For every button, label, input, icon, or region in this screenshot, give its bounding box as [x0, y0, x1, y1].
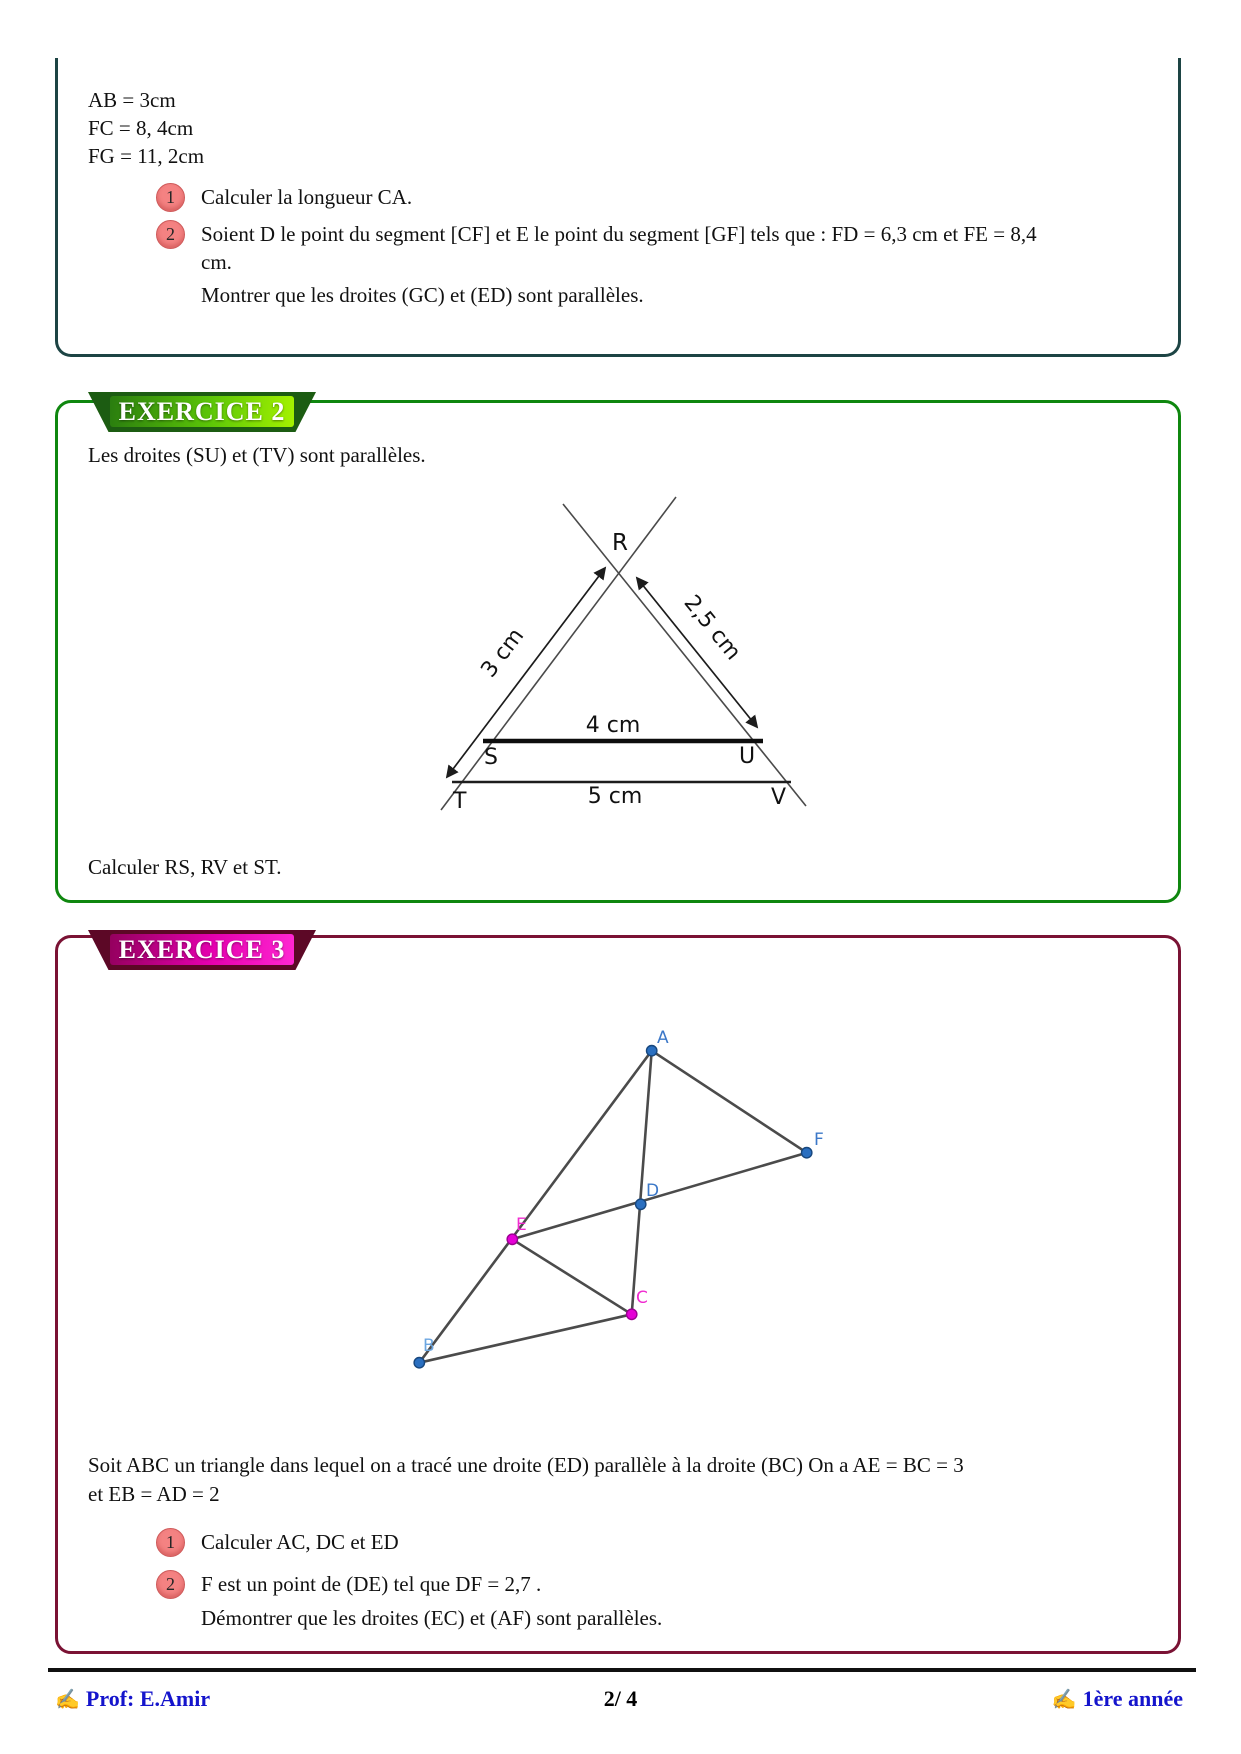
item1-line: Calculer la longueur CA.	[201, 185, 413, 209]
footer-page-number: 2/ 4	[603, 1686, 638, 1711]
measure-label-4cm: 4 cm	[585, 713, 641, 738]
exercise2-badge	[88, 392, 316, 432]
point-A	[647, 1046, 657, 1056]
item-text	[201, 1570, 662, 1632]
exercise1-item-1	[156, 183, 412, 212]
statement-line2: et EB = AD = 2	[88, 1482, 220, 1506]
item-number-badge: 1	[156, 183, 185, 212]
item-number-badge: 2	[156, 220, 185, 249]
item-text	[201, 220, 1037, 309]
item2-line3: Montrer que les droites (GC) et (ED) sont parallèles.	[201, 283, 644, 307]
point-label-R: R	[612, 530, 628, 556]
footer-divider	[48, 1668, 1196, 1672]
point-label-T: T	[453, 789, 467, 814]
point-label-S: S	[484, 745, 498, 770]
given-ab: AB = 3cm	[88, 88, 176, 112]
point-label-F: F	[814, 1130, 824, 1150]
exercise1-item-2	[156, 220, 1037, 309]
point-label-C: C	[636, 1288, 648, 1308]
item2-line1: Soient D le point du segment [CF] et E le point du segment [GF] tels que : FD = 6,3 cm et FE = 8,4	[201, 222, 1037, 246]
exercise2-intro: Les droites (SU) et (TV) sont parallèles.	[88, 443, 426, 467]
point-E	[507, 1234, 517, 1244]
exercise3-figure	[360, 1020, 830, 1380]
item1-line: Calculer AC, DC et ED	[201, 1530, 399, 1554]
point-label-D: D	[646, 1181, 660, 1201]
point-D	[636, 1199, 646, 1209]
exercise2-figure	[380, 430, 810, 815]
point-B	[414, 1358, 424, 1368]
item-text	[201, 1528, 399, 1556]
exercise2-task: Calculer RS, RV et ST.	[88, 855, 282, 879]
exercise3-statement	[88, 1451, 964, 1509]
pen-icon: ✍	[1051, 1689, 1077, 1711]
item2-line1: F est un point de (DE) tel que DF = 2,7 .	[201, 1572, 542, 1596]
point-label-E: E	[516, 1215, 527, 1235]
exercise2-title: EXERCICE 2	[110, 396, 294, 427]
item-number-badge: 1	[156, 1528, 185, 1557]
point-label-U: U	[739, 744, 756, 769]
exercise1-givens	[88, 86, 204, 170]
measure-label-5cm: 5 cm	[587, 784, 643, 809]
footer-year	[1052, 1686, 1183, 1712]
segment-AB	[419, 1051, 651, 1363]
footer-year-text: 1ère année	[1082, 1686, 1183, 1711]
exercise1-box	[55, 58, 1181, 357]
point-C	[627, 1309, 637, 1319]
point-label-A: A	[657, 1028, 669, 1048]
item2-line2: Démontrer que les droites (EC) et (AF) sont parallèles.	[201, 1606, 663, 1630]
exercise3-badge	[88, 930, 316, 970]
pen-icon: ✍	[55, 1689, 80, 1711]
line-RT	[441, 497, 676, 810]
measure-label-2-5cm: 2,5 cm	[678, 590, 746, 666]
statement-line1: Soit ABC un triangle dans lequel on a tracé une droite (ED) parallèle à la droite (BC) On a AE = BC = 3	[88, 1453, 964, 1477]
segment-EF	[512, 1153, 806, 1240]
point-label-V: V	[771, 785, 787, 810]
footer-prof-text: Prof: E.Amir	[85, 1686, 211, 1711]
exercise3-item-1	[156, 1528, 399, 1557]
item2-line2: cm.	[201, 250, 232, 274]
point-F	[802, 1148, 812, 1158]
given-fc: FC = 8, 4cm	[88, 116, 194, 140]
measure-label-3cm: 3 cm	[476, 623, 530, 683]
footer-prof	[55, 1686, 210, 1712]
segment-EC	[512, 1239, 631, 1314]
line-RV	[563, 504, 806, 806]
item-number-badge: 2	[156, 1570, 185, 1599]
point-label-B: B	[423, 1336, 435, 1356]
exercise3-title: EXERCICE 3	[110, 934, 294, 965]
exercise3-item-2	[156, 1570, 662, 1632]
segment-AF	[652, 1051, 807, 1153]
measure-arrow-3cm	[447, 568, 605, 777]
given-fg: FG = 11, 2cm	[88, 144, 205, 168]
item-text	[201, 183, 412, 211]
